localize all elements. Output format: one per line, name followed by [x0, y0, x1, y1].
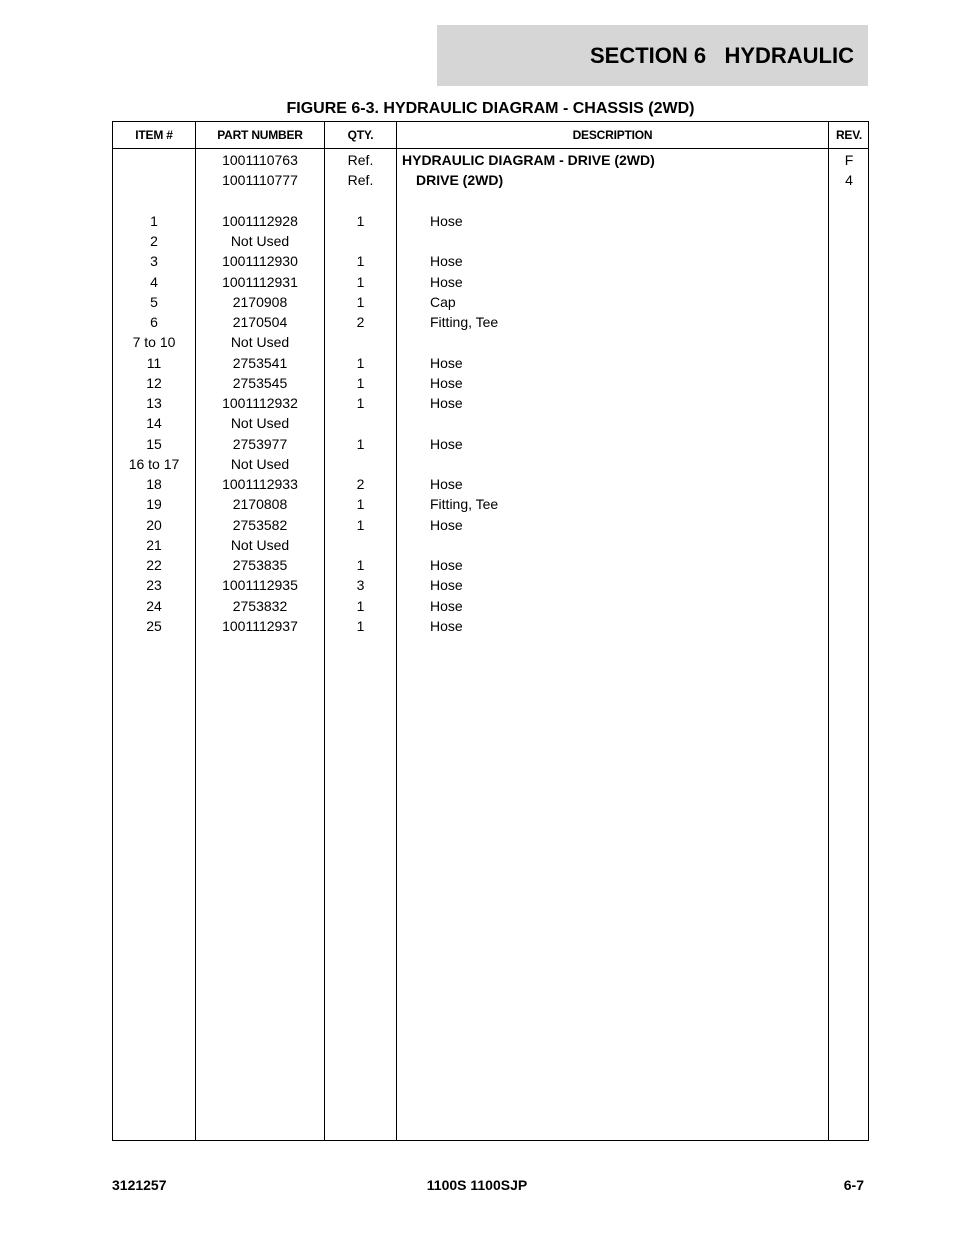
footer-model: 1100S 1100SJP: [426, 1177, 528, 1193]
item-number: 2: [150, 233, 158, 249]
description: Hose: [430, 253, 463, 270]
description: DRIVE (2WD): [416, 172, 504, 189]
table-row: [113, 575, 868, 595]
description: Hose: [430, 435, 463, 452]
part-number: 2753835: [232, 557, 288, 573]
description: Fitting, Tee: [430, 314, 499, 330]
description: Hose: [430, 354, 463, 371]
table-row: [113, 393, 868, 413]
part-number: 2753545: [232, 374, 288, 391]
description: Hose: [430, 557, 463, 573]
table-row: [113, 535, 868, 555]
table-row: [113, 555, 868, 575]
column-header-part-number: PART NUMBER: [217, 128, 303, 142]
description: Hose: [430, 212, 463, 229]
parts-table: [112, 121, 869, 1141]
part-number: 2753541: [232, 354, 288, 371]
description: HYDRAULIC DIAGRAM - DRIVE (2WD): [402, 152, 655, 168]
table-row: [113, 150, 868, 170]
item-number: 6: [150, 314, 158, 330]
quantity: 2: [356, 476, 365, 492]
table-row: [113, 474, 868, 494]
figure-title: FIGURE 6-3. HYDRAULIC DIAGRAM - CHASSIS (2WD): [286, 100, 695, 117]
quantity: 1: [356, 516, 365, 533]
section-header: [437, 25, 868, 86]
item-number: 3: [150, 253, 158, 270]
table-row: [113, 272, 868, 292]
revision: F: [844, 152, 854, 168]
part-number: 1001110763: [222, 152, 298, 168]
column-header-rev: REV.: [835, 128, 863, 142]
table-row: [113, 231, 868, 251]
item-number: 23: [146, 577, 162, 594]
footer-document-number: 3121257: [112, 1177, 167, 1193]
item-number: 15: [146, 435, 162, 452]
part-number: 2753832: [232, 597, 288, 614]
quantity: Ref.: [347, 172, 374, 189]
item-number: 11: [146, 354, 162, 371]
table-row: [113, 596, 868, 616]
column-header-description: DESCRIPTION: [572, 128, 653, 142]
part-number: Not Used: [230, 233, 290, 249]
item-number: 21: [146, 536, 162, 553]
item-number: 14: [146, 415, 162, 432]
item-number: 4: [150, 273, 158, 290]
description: Hose: [430, 617, 463, 634]
quantity: Ref.: [347, 152, 374, 168]
footer-page-number: 6-7: [843, 1177, 864, 1193]
quantity: 1: [356, 395, 365, 411]
part-number: 1001112937: [222, 617, 298, 634]
quantity: 2: [356, 314, 365, 330]
description: Hose: [430, 273, 463, 290]
part-number: 2170504: [232, 314, 288, 330]
quantity: 1: [356, 354, 365, 371]
item-number: 18: [146, 476, 162, 492]
part-number: Not Used: [230, 334, 290, 351]
column-header-qty: QTY.: [347, 128, 374, 142]
table-row: [113, 170, 868, 190]
part-number: 1001112932: [222, 395, 298, 411]
quantity: 1: [356, 273, 365, 290]
table-body: [113, 150, 868, 636]
item-number: 16 to 17: [128, 455, 180, 472]
column-header-item: ITEM #: [135, 128, 173, 142]
part-number: 1001112933: [222, 476, 298, 492]
table-row: [113, 373, 868, 393]
quantity: 1: [356, 212, 365, 229]
part-number: 1001112930: [222, 253, 298, 270]
item-number: 7 to 10: [132, 334, 176, 351]
quantity: 1: [356, 557, 365, 573]
table-row: [113, 413, 868, 433]
item-number: 20: [146, 516, 162, 533]
item-number: 22: [146, 557, 162, 573]
table-row: [113, 494, 868, 514]
revision: 4: [845, 172, 853, 189]
table-row: [113, 292, 868, 312]
part-number: 1001112928: [222, 212, 298, 229]
part-number: Not Used: [230, 455, 290, 472]
item-number: 25: [146, 617, 162, 634]
part-number: 2753582: [232, 516, 288, 533]
description: Hose: [430, 395, 463, 411]
description: Hose: [430, 577, 463, 594]
quantity: 1: [356, 597, 365, 614]
item-number: 19: [146, 496, 162, 513]
description: Cap: [430, 293, 456, 310]
description: Hose: [430, 597, 463, 614]
part-number: Not Used: [230, 536, 290, 553]
quantity: 1: [356, 496, 365, 513]
part-number: 1001110777: [222, 172, 298, 189]
quantity: 1: [356, 374, 365, 391]
table-row: [113, 353, 868, 373]
part-number: 2170908: [232, 293, 288, 310]
description: Fitting, Tee: [430, 496, 499, 513]
table-row: [113, 515, 868, 535]
part-number: 1001112935: [222, 577, 298, 594]
table-row: [113, 211, 868, 231]
item-number: 13: [146, 395, 162, 411]
table-row: [113, 616, 868, 636]
item-number: 1: [150, 212, 158, 229]
quantity: 1: [356, 617, 365, 634]
item-number: 5: [150, 293, 158, 310]
table-row: [113, 454, 868, 474]
section-title: SECTION 6 HYDRAULIC: [589, 42, 854, 68]
item-number: 24: [146, 597, 162, 614]
table-row: [113, 251, 868, 271]
part-number: 1001112931: [222, 273, 298, 290]
quantity: 1: [356, 293, 365, 310]
part-number: 2753977: [232, 435, 288, 452]
table-row: [113, 312, 868, 332]
description: Hose: [430, 516, 463, 533]
header-divider: [113, 148, 868, 149]
description: Hose: [430, 476, 463, 492]
quantity: 1: [356, 435, 365, 452]
part-number: Not Used: [230, 415, 290, 432]
part-number: 2170808: [232, 496, 288, 513]
quantity: 3: [356, 577, 365, 594]
table-row: [113, 332, 868, 352]
table-row: [113, 434, 868, 454]
description: Hose: [430, 374, 463, 391]
quantity: 1: [356, 253, 365, 270]
table-row: [113, 191, 868, 211]
item-number: 12: [146, 374, 162, 391]
